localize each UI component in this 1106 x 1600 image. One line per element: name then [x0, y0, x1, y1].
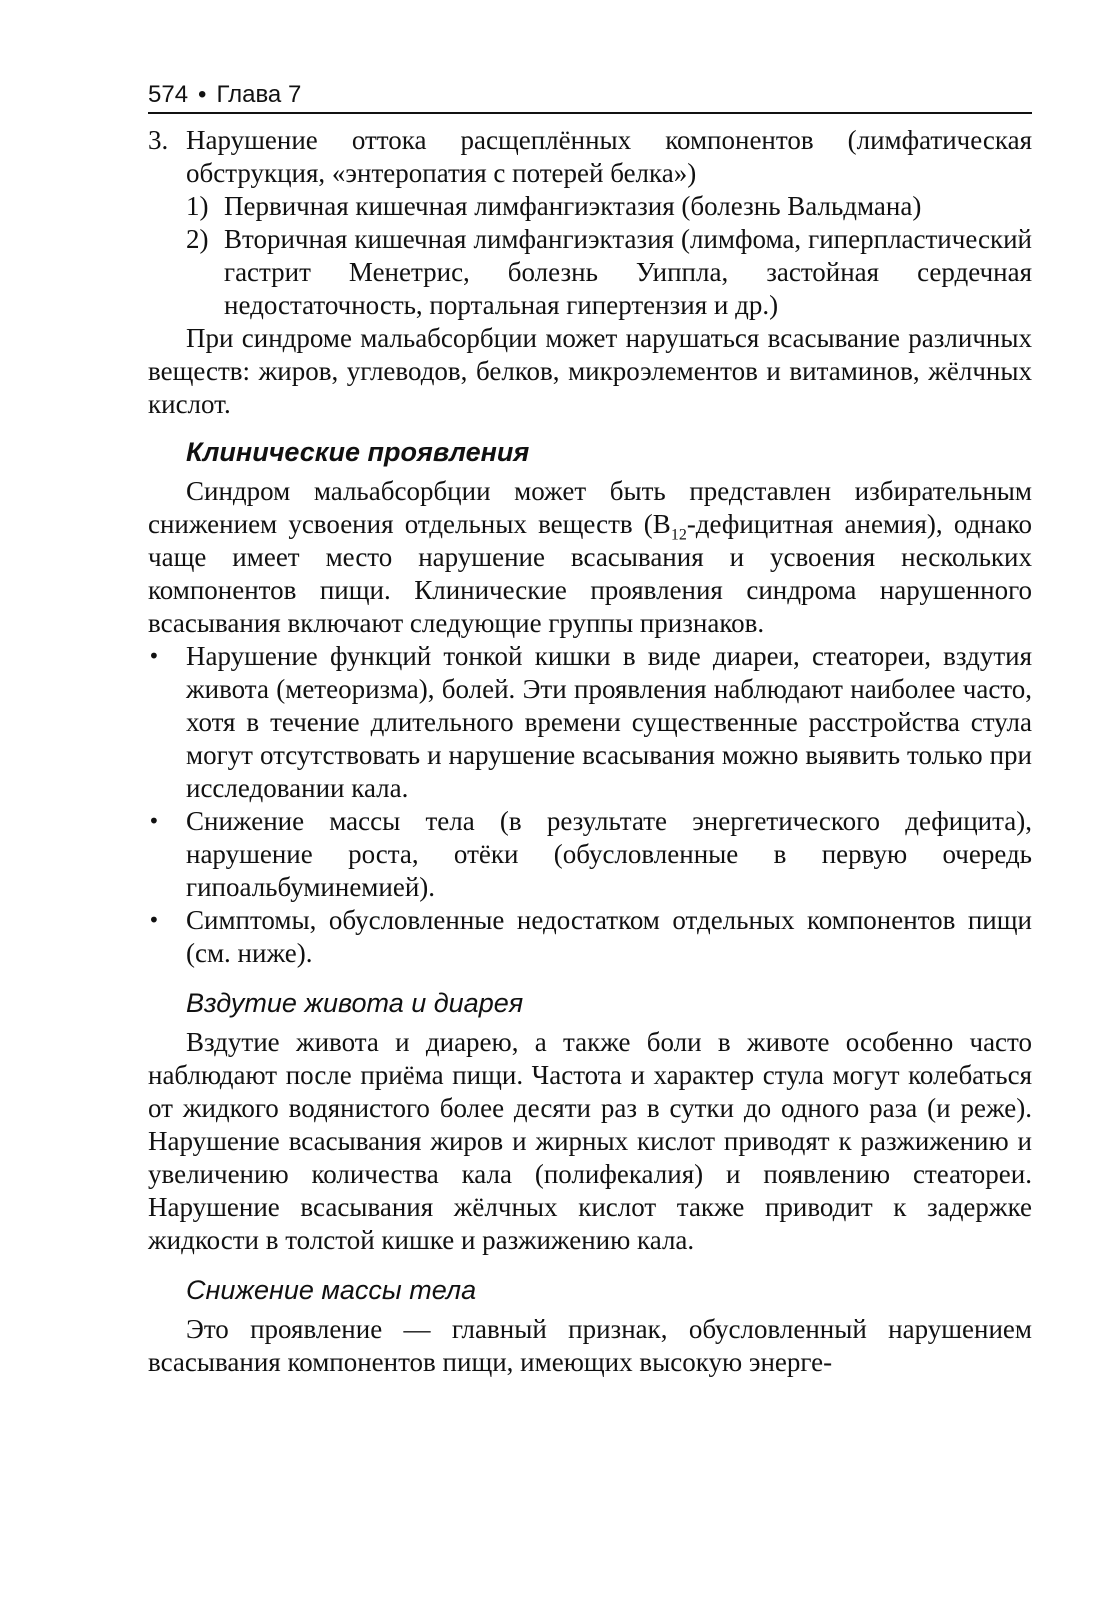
sublist-item-text: Вторичная кишечная лимфангиэктазия (лимфома, гиперпластический гастрит Менетрис, болезнь Уиппла, застойная сердечная недостаточность, портальная гипертензия и др.) — [224, 224, 1032, 320]
weight-paragraph: Это проявление — главный признак, обусловленный нарушением всасывания компонентов пищи, имеющих высокую энерге- — [148, 1314, 1032, 1377]
list-item-3 — [148, 124, 1032, 190]
subsection-heading-weight: Снижение массы тела — [186, 1275, 477, 1305]
running-head — [148, 78, 1032, 114]
clinical-paragraph-part1: Синдром мальабсорбции может быть представлен избирательным снижением усвоения отдельных веществ (B — [148, 476, 1032, 539]
sublist-item-text: Первичная кишечная лимфангиэктазия (болезнь Вальдмана) — [224, 191, 922, 221]
list-item — [148, 640, 1032, 805]
list-item — [148, 805, 1032, 904]
bullet-text: Симптомы, обусловленные недостатком отдельных компонентов пищи (см. ниже). — [186, 905, 1032, 968]
section-heading-clinical: Клинические проявления — [186, 437, 530, 467]
sublist-number: 1) — [186, 191, 209, 221]
separator-dot: • — [198, 81, 207, 108]
intro-paragraph: При синдроме мальабсорбции может нарушаться всасывание различных веществ: жиров, углеводов, белков, микроэлементов и витаминов, жёлчных кислот. — [148, 323, 1032, 419]
book-page — [148, 78, 1032, 1379]
sublist-item-2 — [148, 223, 1032, 322]
bullet-icon: • — [148, 908, 160, 932]
bullet-icon: • — [148, 809, 160, 833]
bullet-list — [148, 640, 1032, 970]
sublist-number: 2) — [186, 224, 209, 254]
list-item-text: Нарушение оттока расщеплённых компонентов (лимфатическая обструкция, «энтеропатия с потерей белка») — [186, 125, 1032, 188]
list-number: 3. — [148, 125, 169, 155]
subsection-heading-bloating: Вздутие живота и диарея — [186, 988, 524, 1018]
bullet-text: Снижение массы тела (в результате энергетического дефицита), нарушение роста, отёки (обусловленные в первую очередь гипоальбуминемией). — [186, 806, 1032, 902]
sublist-item-1 — [148, 190, 1032, 223]
clinical-paragraph-part2: -дефицитная анемия), однако чаще имеет место нарушение всасывания и усвоения нескольких компонентов пищи. Клинические проявления синдрома нарушенного всасывания включают следующие группы признаков. — [148, 509, 1032, 638]
bloating-paragraph: Вздутие живота и диарею, а также боли в животе особенно часто наблюдают после приёма пищи. Частота и характер стула могут колебаться от жидкого водянистого более десяти раз в сутки до одного раза (и реже). Нарушение всасывания жиров и жирных кислот приводят к разжижению и увеличению количества кала (полифекалия) и появлению стеатореи. Нарушение всасывания жёлчных кислот также приводит к задержке жидкости в толстой кишке и разжижению кала. — [148, 1027, 1032, 1255]
page-number: 574 — [148, 81, 189, 108]
chapter-title: Глава 7 — [216, 81, 302, 108]
list-item — [148, 904, 1032, 970]
clinical-paragraph — [148, 475, 1032, 640]
vitamin-subscript: 12 — [670, 526, 687, 544]
bullet-icon: • — [148, 644, 160, 668]
bullet-text: Нарушение функций тонкой кишки в виде диареи, стеатореи, вздутия живота (метеоризма), болей. Эти проявления наблюдают наиболее часто, хотя в течение длительного времени существенные расстройства стула могут отсутствовать и нарушение всасывания можно выявить только при исследовании кала. — [186, 641, 1032, 803]
